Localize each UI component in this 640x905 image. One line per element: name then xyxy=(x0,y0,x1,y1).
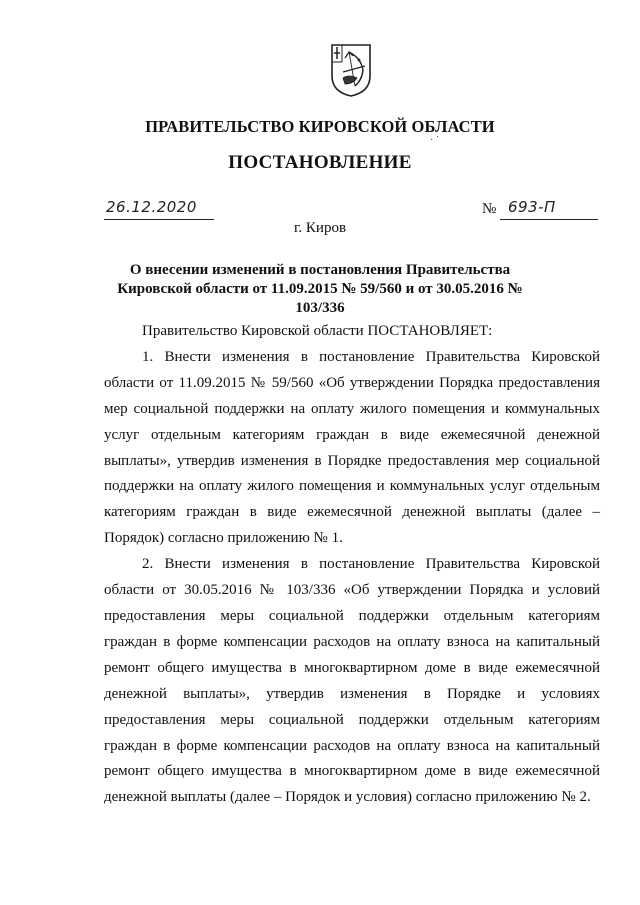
number-sign: № xyxy=(482,201,497,217)
document-number: 693-П xyxy=(508,198,556,216)
city: г. Киров xyxy=(293,220,347,236)
kirov-oblast-coat-of-arms-icon xyxy=(329,42,373,98)
subject-line-1: О внесении изменений в постановления Правительства xyxy=(129,262,511,278)
subject-line-2: Кировской области от 11.09.2015 № 59/560 и от 30.05.2016 № 103/336 xyxy=(117,281,523,316)
government-name: ПРАВИТЕЛЬСТВО КИРОВСКОЙ ОБЛАСТИ xyxy=(145,117,495,136)
document-subject xyxy=(96,261,544,318)
scan-speck: · ˙ xyxy=(430,135,440,146)
document-date: 26.12.2020 xyxy=(106,198,197,216)
document-body xyxy=(104,319,600,811)
item-2-paragraph: 2. Внести изменения в постановление Правительства Кировской области от 30.05.2016 № 103/336 «Об утверждении Порядка и условий предоставления меры социальной поддержки отдельным категориям граждан в форме компенсации расходов на оплату взноса на капитальный ремонт общего имущества в многоквартирном доме в виде ежемесячной денежной выплаты», утвердив изменения в Порядке и условиях предоставления меры социальной поддержки отдельным категориям граждан в форме компенсации расходов на оплату взноса на капитальный ремонт общего имущества в многоквартирном доме в виде ежемесячной денежной выплаты (далее – Порядок и условия) согласно приложению № 2. xyxy=(104,556,600,806)
item-1-paragraph: 1. Внести изменения в постановление Правительства Кировской области от 11.09.2015 № 59/560 «Об утверждении Порядка предоставления мер социальной поддержки на оплату жилого помещения и коммунальных услуг отдельным категориям граждан в виде ежемесячной денежной выплаты», утвердив изменения в Порядке предоставления мер социальной поддержки на оплату жилого помещения и коммунальных услуг отдельным категориям граждан в виде ежемесячной денежной выплаты (далее – Порядок) согласно приложению № 1. xyxy=(104,348,600,547)
document-type: ПОСТАНОВЛЕНИЕ xyxy=(228,152,412,173)
intro-paragraph: Правительство Кировской области ПОСТАНОВЛЯЕТ: xyxy=(142,323,493,339)
